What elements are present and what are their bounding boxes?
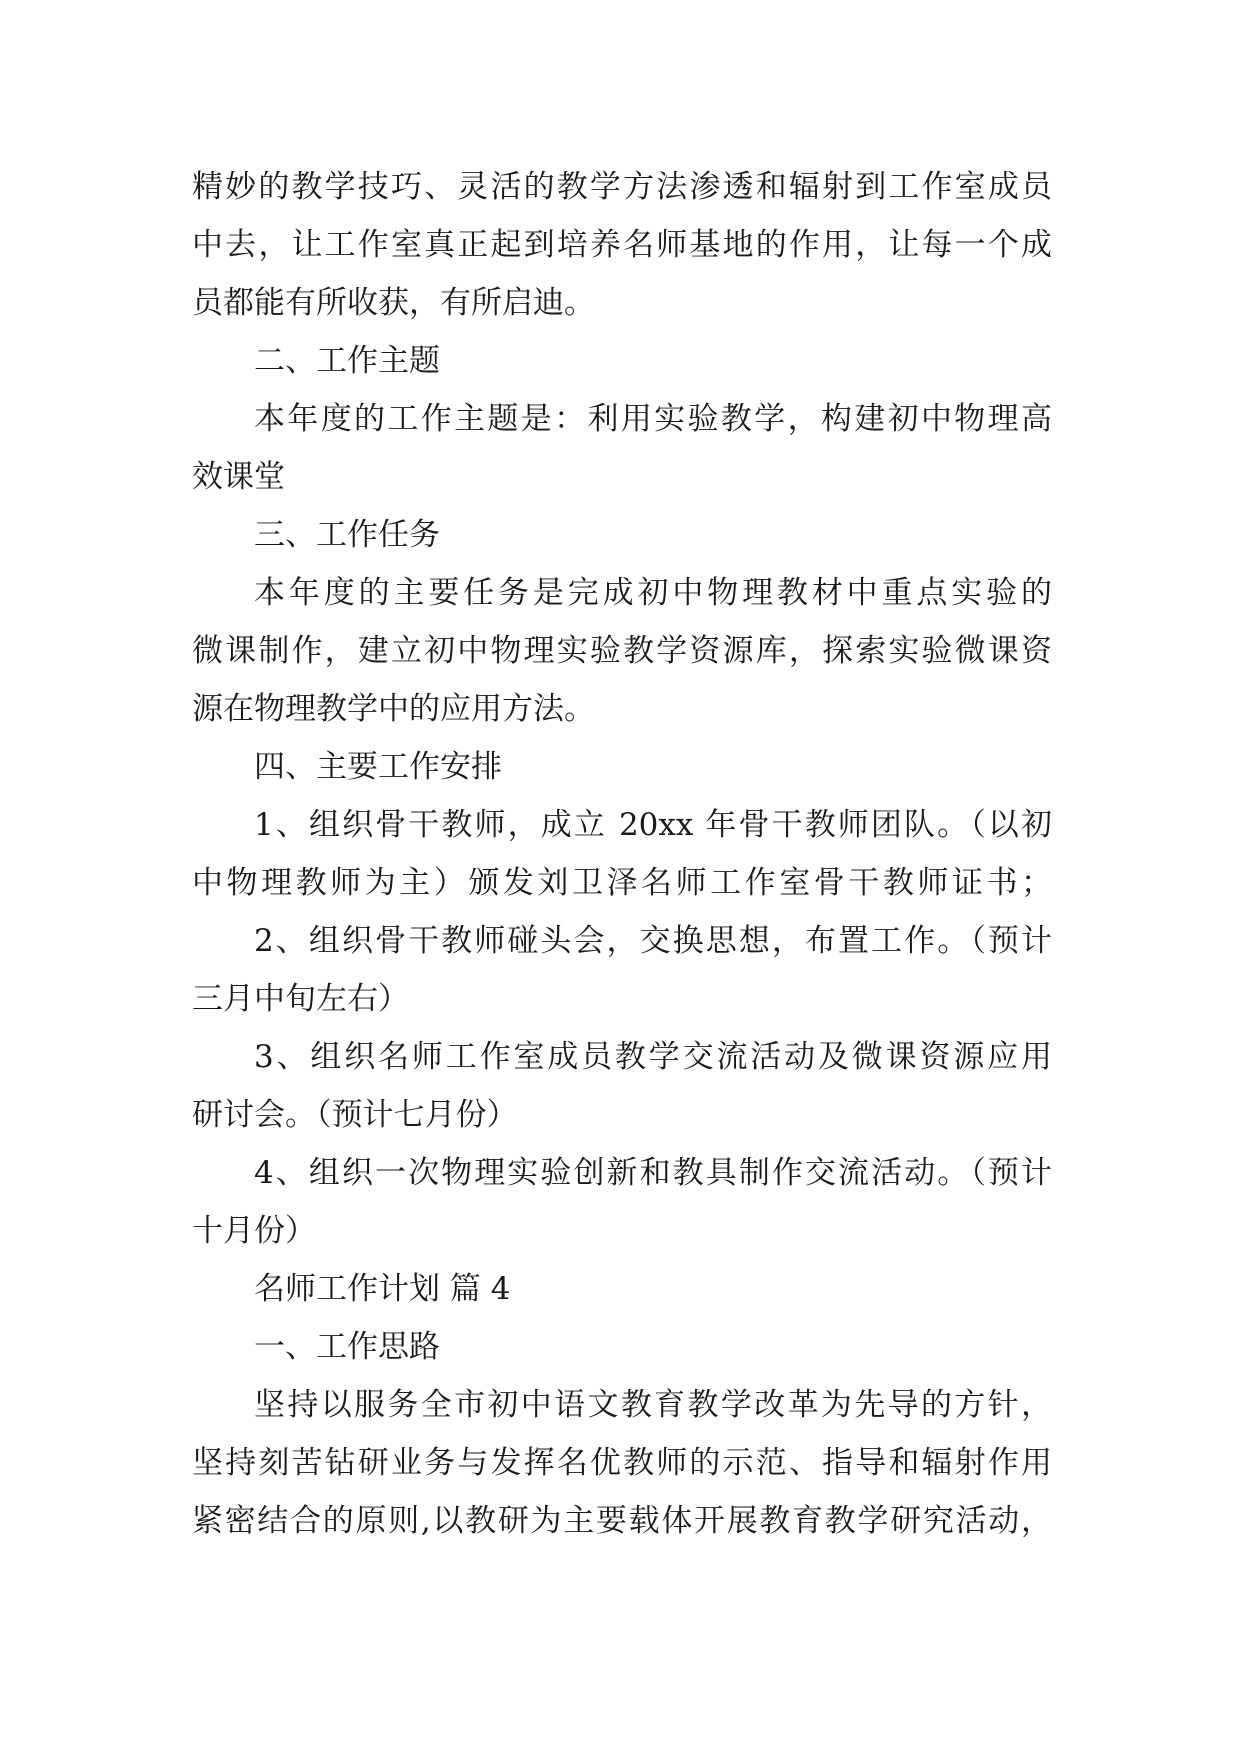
- section-heading: 二、工作主题: [254, 343, 440, 379]
- section-heading: 三、工作任务: [254, 517, 440, 553]
- list-item-line: 研讨会。（预计七月份）: [192, 1097, 518, 1133]
- paragraph-line: 精妙的教学技巧、灵活的教学方法渗透和辐射到工作室成员: [192, 169, 1052, 205]
- paragraph-line: 坚持以服务全市初中语文教育教学改革为先导的方针，: [254, 1387, 1052, 1423]
- paragraph-line: 坚持刻苦钻研业务与发挥名优教师的示范、指导和辐射作用: [192, 1445, 1052, 1481]
- paragraph-line: 紧密结合的原则,以教研为主要载体开展教育教学研究活动，: [192, 1503, 1052, 1539]
- article-title: 名师工作计划 篇 4: [254, 1271, 511, 1307]
- paragraph-line: 源在物理教学中的应用方法。: [192, 691, 595, 727]
- list-item-line: 1、组织骨干教师，成立 20xx 年骨干教师团队。（以初: [254, 807, 1052, 843]
- list-item-line: 十月份）: [192, 1213, 316, 1249]
- list-item-line: 2、组织骨干教师碰头会，交换思想，布置工作。（预计: [254, 923, 1052, 959]
- document-body: [192, 158, 1052, 1550]
- list-item-line: 三月中旬左右）: [192, 981, 409, 1017]
- paragraph-line: 中去，让工作室真正起到培养名师基地的作用，让每一个成: [192, 227, 1052, 263]
- list-item-line: 4、组织一次物理实验创新和教具制作交流活动。（预计: [254, 1155, 1052, 1191]
- list-item-line: 中物理教师为主）颁发刘卫泽名师工作室骨干教师证书；: [192, 865, 1052, 901]
- list-item-line: 3、组织名师工作室成员教学交流活动及微课资源应用: [254, 1039, 1052, 1075]
- section-heading: 四、主要工作安排: [254, 749, 502, 785]
- paragraph-line: 本年度的主要任务是完成初中物理教材中重点实验的: [254, 575, 1052, 611]
- paragraph-line: 微课制作，建立初中物理实验教学资源库，探索实验微课资: [192, 633, 1052, 669]
- paragraph-line: 效课堂: [192, 459, 285, 495]
- paragraph-line: 本年度的工作主题是：利用实验教学，构建初中物理高: [254, 401, 1052, 437]
- section-heading: 一、工作思路: [254, 1329, 440, 1365]
- paragraph-line: 员都能有所收获，有所启迪。: [192, 285, 595, 321]
